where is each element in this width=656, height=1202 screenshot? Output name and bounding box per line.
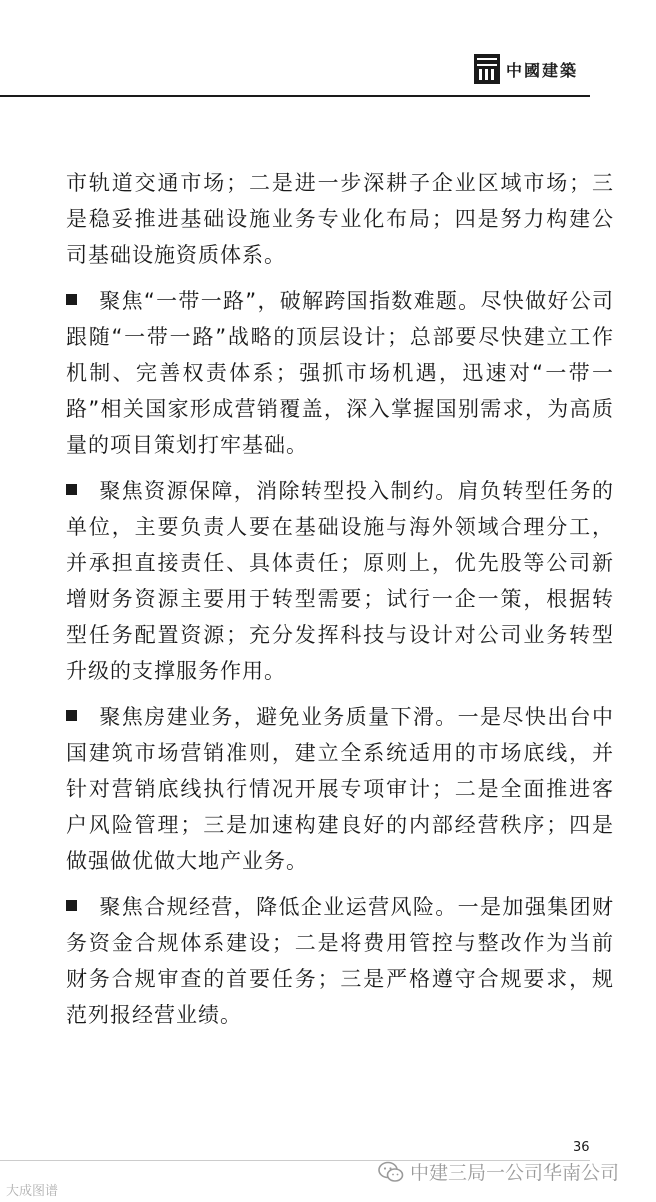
body-text <box>66 165 614 1033</box>
cscec-logo-icon <box>474 54 500 84</box>
paragraph-2 <box>66 283 614 463</box>
paragraph-5 <box>66 889 614 1033</box>
square-bullet-icon <box>66 484 77 495</box>
wechat-icon <box>378 1161 404 1183</box>
wechat-watermark <box>378 1158 619 1185</box>
page-number: 36 <box>573 1140 590 1155</box>
square-bullet-icon <box>66 294 77 305</box>
square-bullet-icon <box>66 710 77 721</box>
corner-watermark <box>6 1180 58 1199</box>
header-divider <box>0 95 590 97</box>
watermark-text: 大成图谱 <box>6 1184 59 1199</box>
paragraph-text: 聚焦合规经营，降低企业运营风险。一是加强集团财务资金合规体系建设；二是将费用管控与整改作为当前财务合规审查的首要任务；三是严格遵守合规要求，规范列报经营业绩。 <box>66 895 614 1027</box>
paragraph-text: 市轨道交通市场；二是进一步深耕子企业区域市场；三是稳妥推进基础设施业务专业化布局；四是努力构建公司基础设施资质体系。 <box>66 171 614 267</box>
paragraph-text: 聚焦“一带一路”，破解跨国指数难题。尽快做好公司跟随“一带一路”战略的顶层设计；总部要尽快建立工作机制、完善权责体系；强抓市场机遇，迅速对“一带一路”相关国家形成营销覆盖，深入掌握国别需求，为高质量的项目策划打牢基础。 <box>66 289 614 457</box>
header-logo-text: 中國建築 <box>506 60 579 80</box>
paragraph-1 <box>66 165 614 273</box>
paragraph-text: 聚焦资源保障，消除转型投入制约。肩负转型任务的单位，主要负责人要在基础设施与海外领域合理分工，并承担直接责任、具体责任；原则上，优先股等公司新增财务资源主要用于转型需要；试行一企一策，根据转型任务配置资源；充分发挥科技与设计对公司业务转型升级的支撑服务作用。 <box>66 479 614 683</box>
paragraph-3 <box>66 473 614 689</box>
wechat-account-name: 中建三局一公司华南公司 <box>410 1162 620 1184</box>
paragraph-4 <box>66 699 614 879</box>
header-logo <box>474 54 578 84</box>
paragraph-text: 聚焦房建业务，避免业务质量下滑。一是尽快出台中国建筑市场营销准则，建立全系统适用的市场底线，并针对营销底线执行情况开展专项审计；二是全面推进客户风险管理；三是加速构建良好的内部经营秩序；四是做强做优做大地产业务。 <box>66 705 614 873</box>
square-bullet-icon <box>66 900 77 911</box>
